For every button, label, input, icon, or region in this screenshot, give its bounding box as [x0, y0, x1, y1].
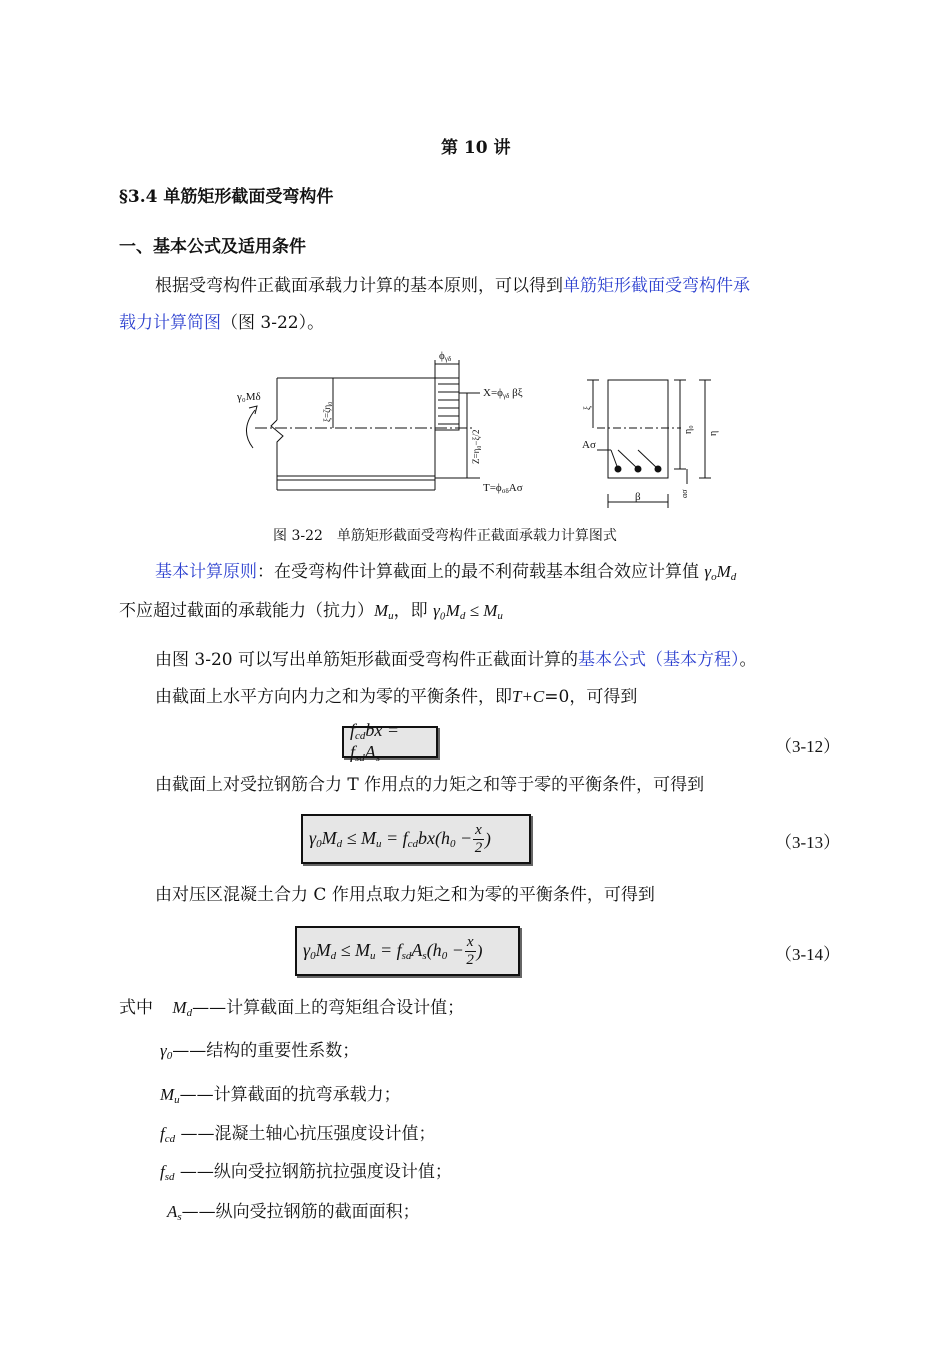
eq14-number: （3-14） [775, 945, 841, 964]
eq14-fraction [465, 934, 476, 969]
eq13-close: ) [484, 828, 491, 849]
equation-3-14 [295, 926, 520, 976]
eq14-frac-num: x [466, 933, 474, 950]
def-fcd-text: ——混凝土轴心抗压强度设计值； [175, 1124, 436, 1144]
def-fcd-symbol [160, 1124, 175, 1143]
def-gamma0-text: ——结构的重要性系数； [172, 1041, 360, 1061]
principle-m-sub: d [730, 571, 737, 583]
label-tension-tail: Aσ [508, 482, 523, 494]
label-xi-h0: ξ=ζη₀ [322, 401, 332, 422]
def-fcd-symbol-main: f [160, 1124, 165, 1143]
def-md-symbol-main: M [172, 998, 187, 1017]
label-compression-main: X=ϕ [483, 387, 503, 399]
intro-line-1 [155, 275, 750, 297]
def-as-symbol-main: A [167, 1202, 178, 1221]
principle-mu-symbol: M [374, 601, 389, 620]
balance-expr: T+C [512, 687, 545, 706]
def-mu-symbol-sub: u [174, 1094, 180, 1106]
subsection-title: 一、基本公式及适用条件 [119, 237, 306, 257]
def-fsd-symbol [160, 1162, 175, 1181]
def-mu-text: ——计算截面的抗弯承载力； [179, 1085, 401, 1105]
definition-fsd [160, 1161, 452, 1188]
principle-ineq-lead: ，即 [393, 601, 428, 621]
principle-ineq-right: ≤ M [465, 601, 498, 620]
label-phi-top-main: ϕ [439, 350, 445, 362]
principle-ineq-left: γ₀M [433, 601, 460, 620]
definitions-lead: 式中 [119, 998, 153, 1018]
label-moment: γ₀Mδ [237, 391, 261, 403]
def-mu-symbol [160, 1085, 180, 1104]
eq13-number: （3-13） [775, 833, 841, 852]
label-compression [483, 387, 523, 400]
lecture-title: 第 10 讲 [441, 138, 511, 158]
eq12-number: （3-12） [775, 737, 841, 756]
def-mu-symbol-main: M [160, 1085, 175, 1104]
label-section-x: ξ [582, 405, 592, 410]
label-tension [483, 482, 523, 495]
stress-block [435, 378, 459, 430]
definition-as [167, 1201, 420, 1228]
intro-prefix: 根据受弯构件正截面承载力计算的基本原则，可以得到 [155, 276, 563, 296]
formula-prefix: 由图 3-20 可以写出单筋矩形截面受弯构件正截面计算的 [155, 650, 578, 670]
def-fsd-symbol-sub: sd [164, 1171, 175, 1183]
as-leader-1 [611, 450, 618, 469]
principle-inequality [433, 601, 503, 620]
principle-label[interactable]: 基本计算原则 [155, 562, 257, 582]
formula-link[interactable]: 基本公式（基本方程） [578, 650, 740, 670]
section-outline [608, 380, 668, 478]
principle-text: ：在受弯构件计算截面上的最不利荷载基本组合效应计算值 [257, 562, 699, 582]
principle-ineq-right-sub: u [497, 610, 503, 622]
eq12-fcd: $f_{cd}bx = f_{sd}A_s$ [350, 720, 400, 764]
def-as-symbol-sub: s [177, 1211, 182, 1223]
principle-line2-text: 不应超过截面的承载能力（抗力） [119, 601, 374, 621]
eq14-close: ) [476, 940, 483, 961]
principle-gamma-sub: o [711, 571, 717, 583]
def-fsd-text: ——纵向受拉钢筋抗拉强度设计值； [174, 1162, 452, 1182]
label-compression-tail: βξ [509, 387, 523, 399]
label-as: Aσ [582, 439, 596, 451]
label-phi-top-sub: γδ [444, 355, 452, 363]
principle-ineq-sub: d [459, 610, 466, 622]
def-as-text: ——纵向受拉钢筋的截面面积； [181, 1202, 420, 1222]
definition-md [119, 997, 464, 1024]
section-title: §3.4 单筋矩形截面受弯构件 [119, 187, 334, 207]
definition-fcd [160, 1123, 436, 1150]
intro-link-2[interactable]: 载力计算简图 [119, 313, 221, 333]
definition-mu [160, 1084, 401, 1111]
figure-3-22 [225, 348, 745, 516]
def-gamma0-symbol-sub: 0 [166, 1050, 173, 1062]
def-gamma0-symbol [160, 1041, 172, 1060]
principle-mu [374, 601, 394, 620]
principle-m: M [716, 562, 731, 581]
formula-paragraph [155, 649, 757, 671]
label-phi-top [439, 350, 452, 363]
def-fcd-symbol-sub: cd [164, 1133, 176, 1145]
principle-line-1 [155, 561, 736, 588]
label-h0: η₀ [683, 425, 694, 434]
eq13-body: $\gamma_0M_d \le M_u = f_{cd}bx(h_0$ − [309, 828, 473, 850]
def-as-symbol [167, 1202, 182, 1221]
eq13-fraction [473, 822, 484, 857]
def-md-symbol-sub: d [186, 1007, 193, 1019]
balance-paragraph [155, 686, 637, 708]
intro-line-2 [119, 312, 324, 334]
balance-prefix: 由截面上水平方向内力之和为零的平衡条件，即 [155, 687, 512, 707]
label-h: η [708, 430, 719, 436]
def-gamma0-symbol-main: γ [160, 1041, 167, 1060]
def-md-symbol [172, 998, 192, 1017]
eq13-frac-num: x [475, 821, 482, 838]
definition-gamma0 [160, 1040, 359, 1067]
label-b: β [635, 491, 641, 503]
label-as-dim: ασ [680, 489, 689, 498]
eq14-frac-den: 2 [466, 951, 474, 968]
intro-suffix: （图 3-22）。 [221, 313, 325, 333]
moment-c-paragraph: 由对压区混凝土合力 C 作用点取力矩之和为零的平衡条件，可得到 [155, 885, 655, 905]
def-fsd-symbol-main: f [160, 1162, 165, 1181]
label-tension-sub: σδ [501, 487, 509, 495]
moment-t-paragraph: 由截面上对受拉钢筋合力 T 作用点的力矩之和等于零的平衡条件，可得到 [155, 775, 705, 795]
eq13-frac-den: 2 [474, 839, 483, 856]
label-tension-main: T=ϕ [483, 482, 502, 494]
equation-3-12 [342, 720, 438, 764]
moment-arrow [246, 410, 255, 448]
label-z: Z=η₀−ξ/2 [471, 429, 481, 464]
equation-3-13 [301, 814, 531, 864]
principle-gamma [704, 562, 736, 581]
principle-line-2 [119, 600, 503, 627]
principle-gamma-symbol: γ [704, 562, 712, 581]
intro-link-1[interactable]: 单筋矩形截面受弯构件承 [563, 276, 750, 296]
balance-suffix: =0，可得到 [544, 687, 638, 707]
figure-caption: 图 3-22 单筋矩形截面受弯构件正截面承载力计算图式 [273, 528, 617, 544]
def-md-text: ——计算截面上的弯矩组合设计值； [192, 998, 465, 1018]
eq14-body: $\gamma_0M_d \le M_u = f_{sd}A_s(h_0$ − [303, 940, 464, 962]
as-leader-3 [638, 450, 658, 469]
principle-mu-sub: u [388, 610, 394, 622]
formula-suffix: 。 [739, 650, 757, 670]
as-leader-2 [618, 450, 638, 469]
label-compression-sub: γδ [502, 392, 510, 400]
